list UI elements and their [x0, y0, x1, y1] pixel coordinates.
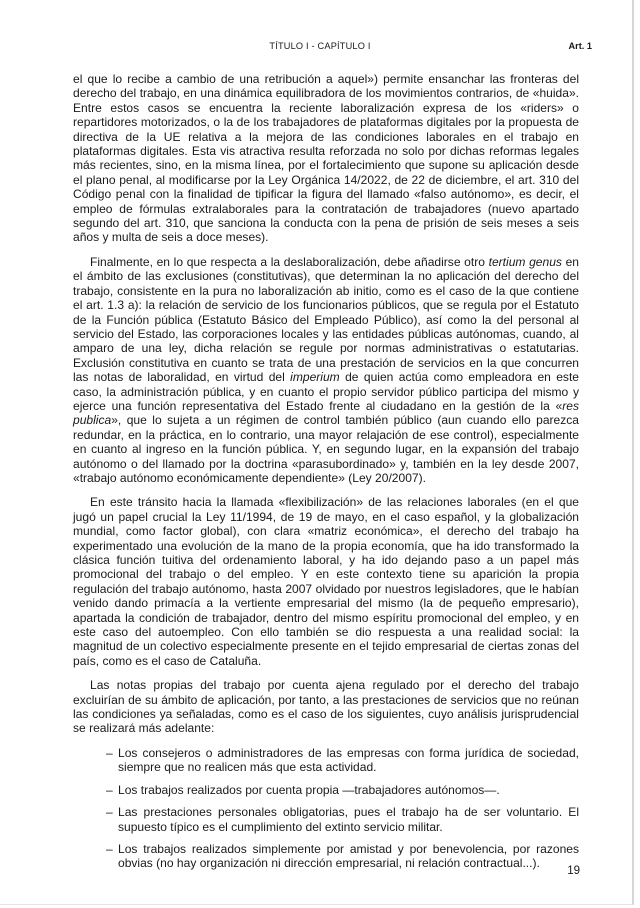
- list-item: [73, 842, 579, 871]
- italic-term: res publica: [73, 398, 579, 428]
- paragraph-continuation: [73, 72, 579, 245]
- paragraph-text: el que lo recibe a cambio de una retribución a aquel») permite ensanchar las fronteras del derecho del trabajo, en una dinámica equilibradora de los movimientos contrarios, de «huida». Entre estos casos se encuentra la reciente laboralización expresa de los «riders» o repartidores motorizados, o la de los trabajadores de plataformas digitales por la propuesta de directiva de la UE relativa a la mejora de las condiciones laborales en el trabajo en plataformas digitales. Esta vis atractiva resulta reforzada no solo por dichas reformas legales más recientes, sino, en la misma línea, por el fortalecimiento que supone su aplicación desde el plano penal, al modificarse por la Ley Orgánica 14/2022, de 22 de diciembre, el art. 310 del Código penal con la finalidad de tipificar la figura del llamado «falso autónomo», es decir, el empleo de fórmulas extralaborales para la contratación de trabajadores (nuevo apartado segundo del art. 310, que sanciona la conducta con la pena de prisión de seis meses a seis años y multa de seis a doce meses).: [73, 72, 579, 245]
- paragraph-text: Finalmente, en lo que respecta a la deslaboralización, debe añadirse otro: [90, 254, 489, 269]
- running-header: [0, 41, 640, 55]
- list-item-text: Los trabajos realizados por cuenta propia —trabajadores autónomos—.: [118, 782, 500, 797]
- list-item-text: Los consejeros o administradores de las empresas con forma jurídica de sociedad, siempre que no realicen más que esta actividad.: [118, 745, 579, 775]
- list-item-text: Los trabajos realizados simplemente por amistad y por benevolencia, por razones obvias (no hay organización ni dirección empresarial, ni relación contractual...).: [118, 841, 579, 871]
- dash-bullet: –: [106, 841, 113, 856]
- paragraph-text: en el ámbito de las exclusiones (constitutivas), que determinan la no aplicación del derecho del trabajo, consistente en la pura no laboralización ab initio, como es el caso de la que contiene el art. 1.3 a): la relación de servicio de los funcionarios públicos, que se regula por el Estatuto de la Función pública (Estatuto Básico del Empleado Público), así como la del personal al servicio del Estado, las corporaciones locales y las entidades públicas autónomas, cuando, al amparo de una ley, dicha relación se regule por normas administrativas o estatutarias. Exclusión constitutiva en cuanto se trata de una prestación de servicios en la que concurren las notas de laboralidad, en virtud del: [73, 254, 579, 385]
- body-text: [73, 72, 579, 879]
- article-label: Art. 1: [568, 41, 592, 51]
- list-item: [73, 783, 579, 797]
- paragraph-deslaboralizacion: [73, 255, 579, 486]
- list-item: [73, 805, 579, 834]
- italic-term: imperium: [290, 370, 340, 385]
- page-number: 19: [567, 865, 580, 877]
- dash-bullet: –: [106, 782, 113, 797]
- list-item: [73, 746, 579, 775]
- running-title: TÍTULO I - CAPÍTULO I: [269, 41, 371, 51]
- paragraph-text: de quien actúa como empleadora en este caso, la administración pública, y en cuanto el propio servidor público participa del mismo y ejerce una función representativa del Estado frente al ciudadano en la gestión de la «: [73, 370, 579, 413]
- paragraph-text: En este tránsito hacia la llamada «flexibilización» de las relaciones laborales (en el que jugó un papel crucial la Ley 11/1994, de 19 de mayo, en el caso español, y la globalización mundial, como factor global), con clara «matriz económica», el derecho del trabajo ha experimentado una evolución de la mano de la propia economía, que ha ido transformado la clásica función tuitiva del ordenamiento laboral, y ha ido dejando paso a un papel más promocional del trabajo o del empleo. Y en este contexto tiene su aparición la propia regulación del trabajo autónomo, hasta 2007 olvidado por nuestros legisladores, que le habían venido dando primacía a la vertiente empresarial del mismo (la de pequeño empresario), apartada la condición de trabajador, dentro del mismo espíritu promocional del empleo, y en este caso del autoempleo. Con ello también se dio respuesta a una realidad social: la magnitud de un colectivo especialmente presente en el tejido empresarial de ciertas zonas del país, como es el caso de Cataluña.: [73, 495, 579, 668]
- dash-bullet: –: [106, 805, 113, 820]
- list-item-text: Las prestaciones personales obligatorias, pues el trabajo ha de ser voluntario. El supuesto típico es el cumplimiento del extinto servicio militar.: [118, 805, 579, 834]
- italic-term: tertium genus: [488, 254, 562, 269]
- paragraph-text: Las notas propias del trabajo por cuenta ajena regulado por el derecho del trabajo excluirían de su ámbito de aplicación, por tanto, a las prestaciones de servicios que no reúnan las condiciones ya señaladas, como es el caso de los siguientes, cuyo análisis jurisprudencial se realizará más adelante:: [73, 678, 579, 736]
- paragraph-flexibilizacion: [73, 495, 579, 668]
- exclusions-list: [73, 746, 579, 871]
- paragraph-notas-propias: [73, 678, 579, 736]
- dash-bullet: –: [106, 745, 113, 760]
- paragraph-text: », que lo sujeta a un régimen de control también público (aun cuando ello parezca redundar, en la práctica, en lo contrario, una mayor relajación de ese control), especialmente en cuanto al ingreso en la función pública. Y, en segundo lugar, en la expansión del trabajo autónomo o del llamado por la doctrina «parasubordinado» y, también en la ley desde 2007, «trabajo autónomo económicamente dependiente» (Ley 20/2007).: [73, 413, 579, 485]
